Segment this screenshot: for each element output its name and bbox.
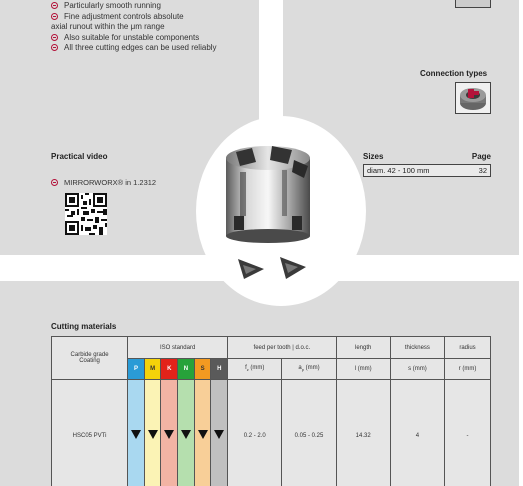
grade-cell: HSC05 PVTi [52,380,128,486]
bullet-icon [51,44,58,51]
iso-cell-k [161,380,178,486]
iso-cell-n [178,380,195,486]
iso-cell-p [128,380,145,486]
iso-class-n: N [178,359,195,380]
suitability-marker-icon [214,430,224,439]
list-item-continuation: axial runout within the μm range [51,22,165,31]
length-cell: 14.32 [336,380,390,486]
length-unit: l (mm) [336,359,390,380]
ap-cell: 0.05 - 0.25 [282,380,336,486]
video-link[interactable]: MIRRORWORX® in 1.2312 [51,178,156,187]
page-number: 32 [478,166,487,175]
feed-header: feed per tooth | d.o.c. [228,337,336,359]
radius-unit: r (mm) [445,359,491,380]
sizes-label: Sizes [363,152,384,161]
thickness-header: thickness [390,337,444,359]
page-label: Page [471,152,491,161]
bullet-icon [51,34,58,41]
suitability-marker-icon [148,430,158,439]
list-item: All three cutting edges can be used reliably [51,43,217,54]
cutting-materials-title: Cutting materials [51,322,117,331]
suitability-marker-icon [164,430,174,439]
qr-code-icon[interactable] [65,193,107,235]
page-edge [519,0,523,486]
fz-cell: 0.2 - 2.0 [228,380,282,486]
milling-cutter-image [212,138,322,248]
insert-pair-image [234,253,314,281]
iso-class-p: P [128,359,145,380]
radius-cell: - [445,380,491,486]
iso-class-m: M [144,359,161,380]
connection-type-icon[interactable] [455,82,491,114]
suitability-marker-icon [131,430,141,439]
table-row[interactable] [52,380,491,486]
cutting-materials-table [51,336,491,486]
list-item: Also suitable for unstable components [51,33,217,44]
suitability-marker-icon [181,430,191,439]
bullet-icon [51,13,58,20]
practical-video-title: Practical video [51,152,108,161]
iso-class-h: H [211,359,228,380]
connection-types-title: Connection types [420,69,488,78]
size-row[interactable] [363,164,491,177]
bullet-icon [51,179,58,186]
iso-cell-h [211,380,228,486]
list-item: Particularly smooth running [51,1,217,12]
feature-list [51,1,217,54]
connection-type-icon-partial [455,0,491,8]
fz-unit: $f_z$ (mm) [228,359,282,380]
thickness-cell: 4 [390,380,444,486]
grade-header: Carbide grade Coating [52,337,128,380]
ap-unit: $a_p$ (mm) [282,359,336,380]
bullet-icon [51,2,58,9]
list-item: Fine adjustment controls absolute [51,12,217,23]
suitability-marker-icon [198,430,208,439]
sizes-block [363,152,491,177]
iso-class-s: S [194,359,211,380]
iso-header: ISO standard [128,337,228,359]
length-header: length [336,337,390,359]
iso-cell-m [144,380,161,486]
thickness-unit: s (mm) [390,359,444,380]
iso-cell-s [194,380,211,486]
size-range: diam. 42 - 100 mm [367,166,430,175]
radius-header: radius [445,337,491,359]
iso-class-k: K [161,359,178,380]
